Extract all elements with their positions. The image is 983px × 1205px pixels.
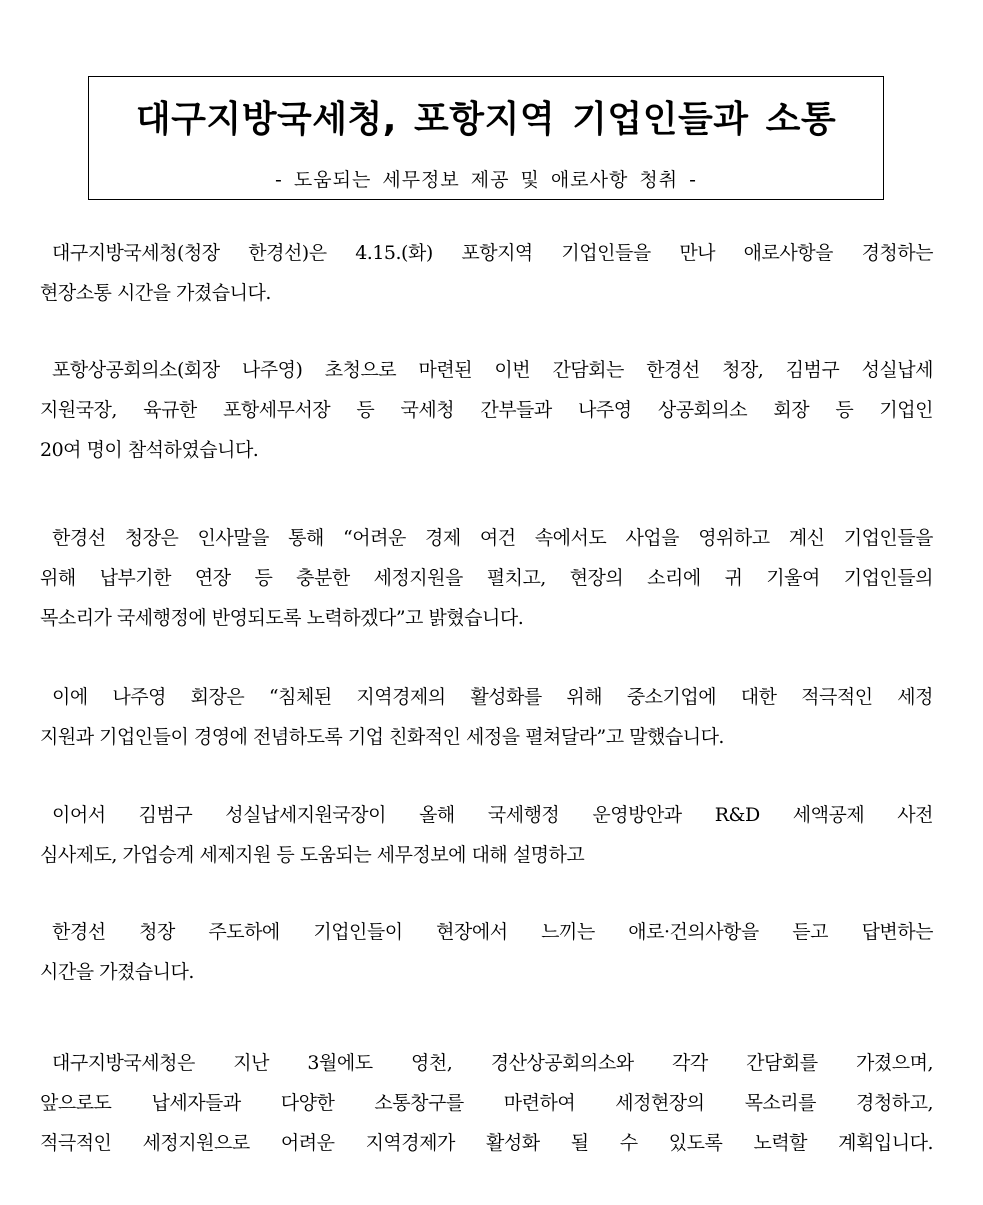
paragraph-line: 시간을 가졌습니다.	[40, 961, 194, 983]
paragraph-5	[40, 795, 933, 875]
paragraph-line: 이에 나주영 회장은 “침체된 지역경제의 활성화를 위해 중소기업에 대한 적극적인 세정	[52, 686, 933, 708]
paragraph-line: 목소리가 국세행정에 반영되도록 노력하겠다”고 밝혔습니다.	[40, 607, 524, 629]
paragraph-line: 위해 납부기한 연장 등 충분한 세정지원을 펼치고, 현장의 소리에 귀 기울여 기업인들의	[40, 567, 933, 589]
paragraph-line: 포항상공회의소(회장 나주영) 초청으로 마련된 이번 간담회는 한경선 청장, 김범구 성실납세	[52, 359, 933, 381]
paragraph-line: 20여 명이 참석하였습니다.	[40, 439, 259, 461]
paragraph-line: 한경선 청장 주도하에 기업인들이 현장에서 느끼는 애로·건의사항을 듣고 답변하는	[52, 921, 933, 943]
paragraph-line: 적극적인 세정지원으로 어려운 지역경제가 활성화 될 수 있도록 노력할 계획입니다.	[40, 1132, 933, 1154]
headline-box	[88, 76, 884, 200]
paragraph-line: 심사제도, 가업승계 세제지원 등 도움되는 세무정보에 대해 설명하고	[40, 844, 585, 866]
paragraph-line: 한경선 청장은 인사말을 통해 “어려운 경제 여건 속에서도 사업을 영위하고 계신 기업인들을	[52, 527, 933, 549]
paragraph-1	[40, 233, 933, 313]
page-subtitle: - 도움되는 세무정보 제공 및 애로사항 청취 -	[274, 169, 697, 191]
paragraph-6	[40, 912, 933, 992]
paragraph-line: 지원과 기업인들이 경영에 전념하도록 기업 친화적인 세정을 펼쳐달라”고 말했습니다.	[40, 726, 724, 748]
paragraph-3	[40, 518, 933, 638]
paragraph-line: 대구지방국세청은 지난 3월에도 영천, 경산상공회의소와 각각 간담회를 가졌으며,	[52, 1052, 933, 1074]
paragraph-line: 이어서 김범구 성실납세지원국장이 올해 국세행정 운영방안과 R&D 세액공제 사전	[52, 804, 933, 826]
paragraph-line: 앞으로도 납세자들과 다양한 소통창구를 마련하여 세정현장의 목소리를 경청하고,	[40, 1092, 933, 1114]
paragraph-4	[40, 677, 933, 757]
paragraph-line: 현장소통 시간을 가졌습니다.	[40, 282, 271, 304]
paragraph-7	[40, 1043, 933, 1163]
page-title: 대구지방국세청, 포항지역 기업인들과 소통	[135, 99, 837, 140]
paragraph-line: 대구지방국세청(청장 한경선)은 4.15.(화) 포항지역 기업인들을 만나 애로사항을 경청하는	[52, 242, 933, 264]
paragraph-2	[40, 350, 933, 470]
paragraph-line: 지원국장, 육규한 포항세무서장 등 국세청 간부들과 나주영 상공회의소 회장 등 기업인	[40, 399, 933, 421]
